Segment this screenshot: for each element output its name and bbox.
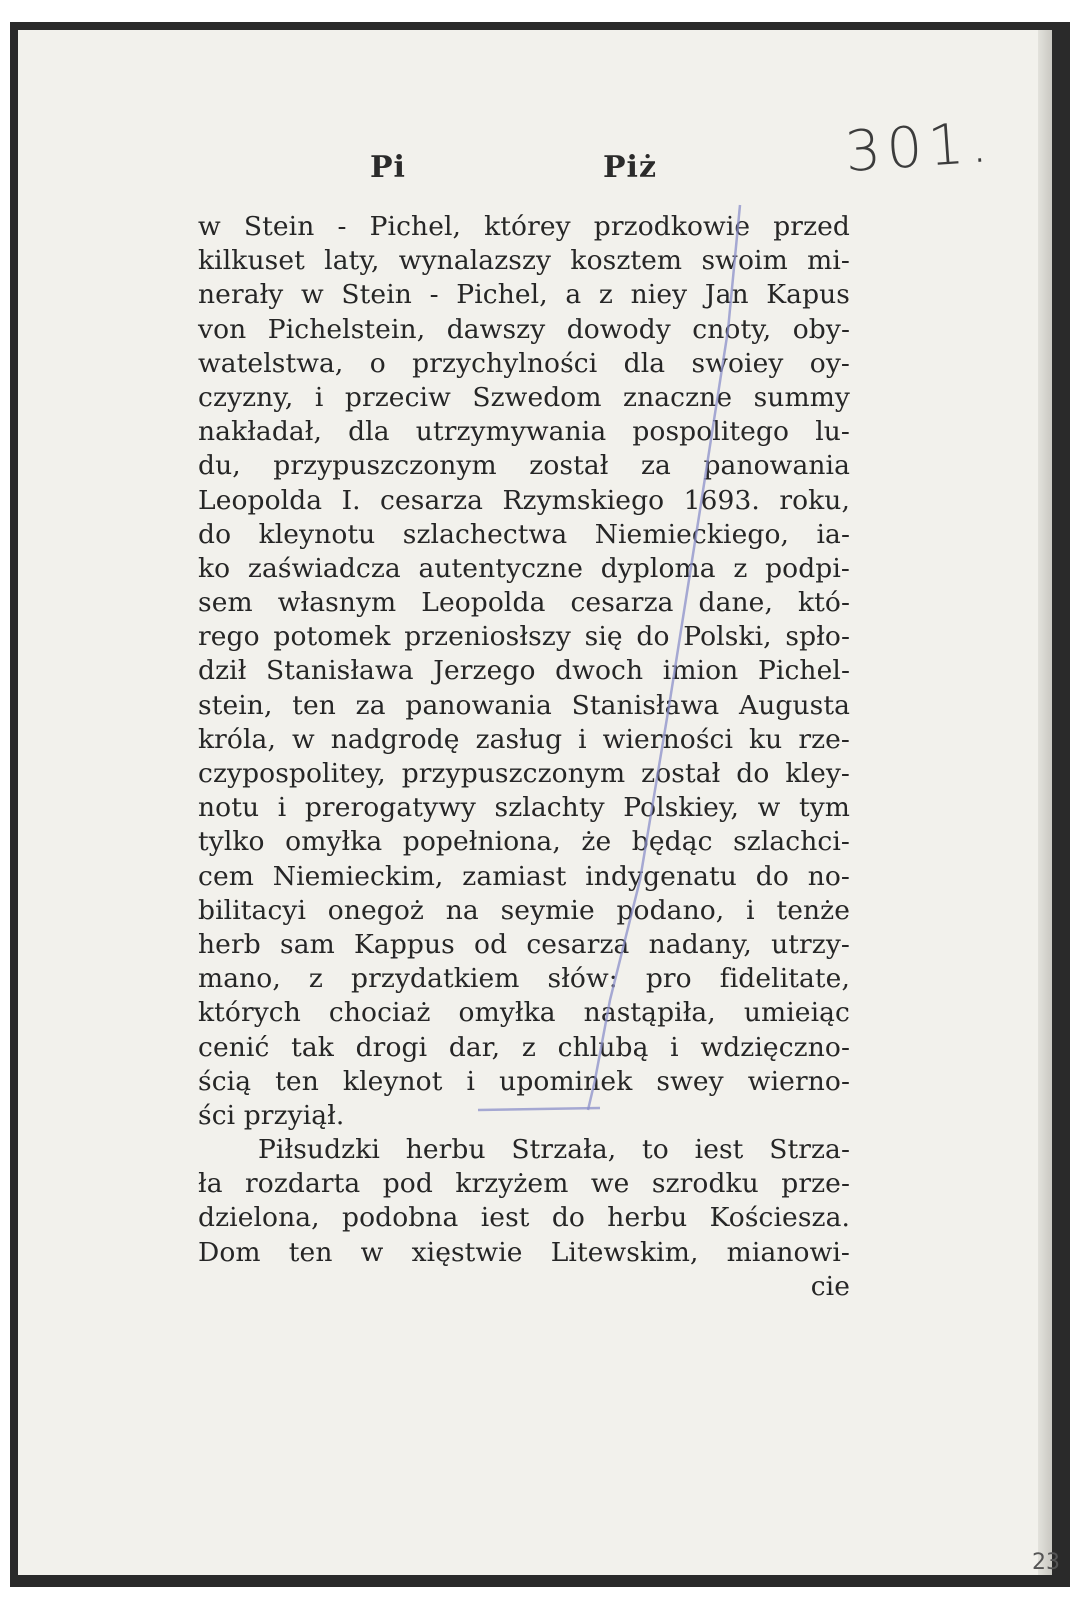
text-line: których chociaż omyłka nastąpiła, umieiąc <box>198 997 850 1029</box>
text-line: czyzny, i przeciw Szwedom znaczne summy <box>198 381 850 413</box>
text-line: du, przypuszczonym został za panowania <box>198 450 850 482</box>
body-text <box>198 210 850 1304</box>
text-line: króla, w nadgrodę zasług i wierności ku rze- <box>198 723 850 755</box>
text-line: ści przyiął. <box>198 1099 345 1131</box>
text-line: ko zaświadcza autentyczne dyploma z podpi- <box>198 552 850 584</box>
text-line: cenić tak drogi dar, z chlubą i wdzięczno- <box>198 1031 850 1063</box>
text-line: nerały w Stein - Pichel, a z niey Jan Kapus <box>198 279 850 311</box>
text-line: w Stein - Pichel, którey przodkowie przed <box>198 211 850 242</box>
running-head-left: Pi <box>370 150 406 185</box>
text-line: ścią ten kleynot i upominek swey wierno- <box>198 1065 850 1097</box>
text-line: mano, z przydatkiem słów: pro fidelitate, <box>198 963 850 995</box>
text-line: von Pichelstein, dawszy dowody cnoty, oby- <box>198 313 850 345</box>
text-line: Dom ten w xięstwie Litewskim, mianowi- <box>198 1236 850 1268</box>
text-line: ła rozdarta pod krzyżem we szrodku prze- <box>198 1168 850 1200</box>
text-line: Leopolda I. cesarza Rzymskiego 1693. roku, <box>198 484 850 516</box>
text-line: bilitacyi onegoż na seymie podano, i tenże <box>198 894 850 926</box>
running-head-right: Piż <box>603 150 657 185</box>
text-line: rego potomek przeniosłszy się do Polski, spło- <box>198 621 850 653</box>
text-line: herb sam Kappus od cesarza nadany, utrzy- <box>198 928 850 960</box>
text-line: tylko omyłka popełniona, że będąc szlachci- <box>198 826 850 858</box>
catchword: cie <box>810 1270 850 1302</box>
text-line: stein, ten za panowania Stanisława Augusta <box>198 689 850 721</box>
text-line: notu i prerogatywy szlachty Polskiey, w tym <box>198 792 850 824</box>
page-edge <box>1038 30 1052 1575</box>
paragraph-2 <box>198 1133 850 1270</box>
text-line: dzielona, podobna iest do herbu Kościesza. <box>198 1202 850 1234</box>
text-line: nakładał, dla utrzymywania pospolitego lu- <box>198 416 850 448</box>
text-line: sem własnym Leopolda cesarza dane, któ- <box>198 587 850 619</box>
handwritten-corner-number: 23 <box>1032 1550 1060 1575</box>
text-line: dził Stanisława Jerzego dwoch imion Pichel- <box>198 655 850 687</box>
text-line: do kleynotu szlachectwa Niemieckiego, ia- <box>198 518 850 550</box>
text-line: watelstwa, o przychylności dla swoiey oy- <box>198 347 850 379</box>
paragraph-1 <box>198 210 850 1133</box>
handwritten-folio-number: 301. <box>842 109 996 186</box>
text-line: Piłsudzki herbu Strzała, to iest Strza- <box>258 1134 850 1166</box>
text-line: kilkuset laty, wynalazszy kosztem swoim mi- <box>198 245 850 277</box>
text-line: czypospolitey, przypuszczonym został do kley- <box>198 758 850 789</box>
text-line: cem Niemieckim, zamiast indygenatu do no- <box>198 860 850 892</box>
